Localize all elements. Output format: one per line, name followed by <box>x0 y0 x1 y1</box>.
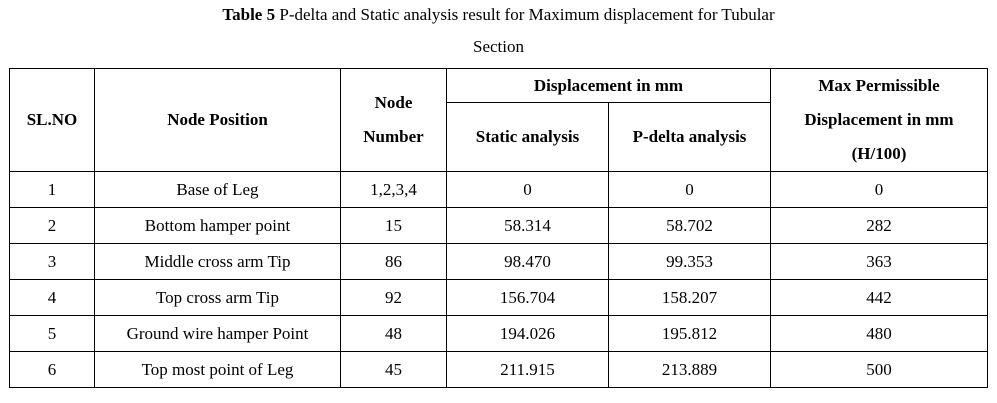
cell-pdelta: 158.207 <box>609 280 771 316</box>
cell-node: 15 <box>341 208 447 244</box>
header-pdelta-analysis: P-delta analysis <box>609 103 771 172</box>
cell-position: Top cross arm Tip <box>95 280 341 316</box>
table-row <box>10 316 988 352</box>
cell-static: 0 <box>447 172 609 208</box>
header-max-line1: Max Permissible <box>818 76 940 95</box>
cell-position: Middle cross arm Tip <box>95 244 341 280</box>
table-row <box>10 280 988 316</box>
cell-max: 480 <box>771 316 988 352</box>
table-caption <box>0 5 997 25</box>
cell-node: 45 <box>341 352 447 388</box>
header-node-number-line1: Node <box>374 93 413 112</box>
table-caption-label: Table 5 <box>222 5 276 24</box>
cell-sl: 4 <box>10 280 95 316</box>
results-table <box>9 68 988 388</box>
header-node-number <box>341 69 447 172</box>
table-row <box>10 244 988 280</box>
cell-static: 58.314 <box>447 208 609 244</box>
cell-sl: 5 <box>10 316 95 352</box>
cell-position: Ground wire hamper Point <box>95 316 341 352</box>
cell-position: Bottom hamper point <box>95 208 341 244</box>
header-static-analysis: Static analysis <box>447 103 609 172</box>
cell-pdelta: 58.702 <box>609 208 771 244</box>
cell-node: 86 <box>341 244 447 280</box>
cell-node: 92 <box>341 280 447 316</box>
header-displacement-group: Displacement in mm <box>447 69 771 103</box>
cell-node: 48 <box>341 316 447 352</box>
cell-static: 98.470 <box>447 244 609 280</box>
cell-max: 282 <box>771 208 988 244</box>
cell-max: 0 <box>771 172 988 208</box>
header-max-line2: Displacement in mm <box>804 110 954 129</box>
header-row-top <box>10 69 988 103</box>
table-caption-text: P-delta and Static analysis result for Maximum displacement for Tubular <box>275 5 775 24</box>
cell-pdelta: 195.812 <box>609 316 771 352</box>
header-node-number-line2: Number <box>363 127 424 146</box>
cell-static: 211.915 <box>447 352 609 388</box>
cell-max: 500 <box>771 352 988 388</box>
header-node-position: Node Position <box>95 69 341 172</box>
cell-sl: 3 <box>10 244 95 280</box>
header-sl-no: SL.NO <box>10 69 95 172</box>
cell-sl: 1 <box>10 172 95 208</box>
header-max-line3: (H/100) <box>851 144 907 163</box>
cell-sl: 6 <box>10 352 95 388</box>
cell-static: 156.704 <box>447 280 609 316</box>
table-row <box>10 172 988 208</box>
table-row <box>10 208 988 244</box>
cell-max: 363 <box>771 244 988 280</box>
cell-sl: 2 <box>10 208 95 244</box>
table-row <box>10 352 988 388</box>
cell-position: Top most point of Leg <box>95 352 341 388</box>
cell-max: 442 <box>771 280 988 316</box>
header-max-permissible <box>771 69 988 172</box>
cell-pdelta: 0 <box>609 172 771 208</box>
cell-position: Base of Leg <box>95 172 341 208</box>
cell-pdelta: 99.353 <box>609 244 771 280</box>
cell-node: 1,2,3,4 <box>341 172 447 208</box>
cell-pdelta: 213.889 <box>609 352 771 388</box>
table-caption-continuation: Section <box>473 37 524 56</box>
cell-static: 194.026 <box>447 316 609 352</box>
